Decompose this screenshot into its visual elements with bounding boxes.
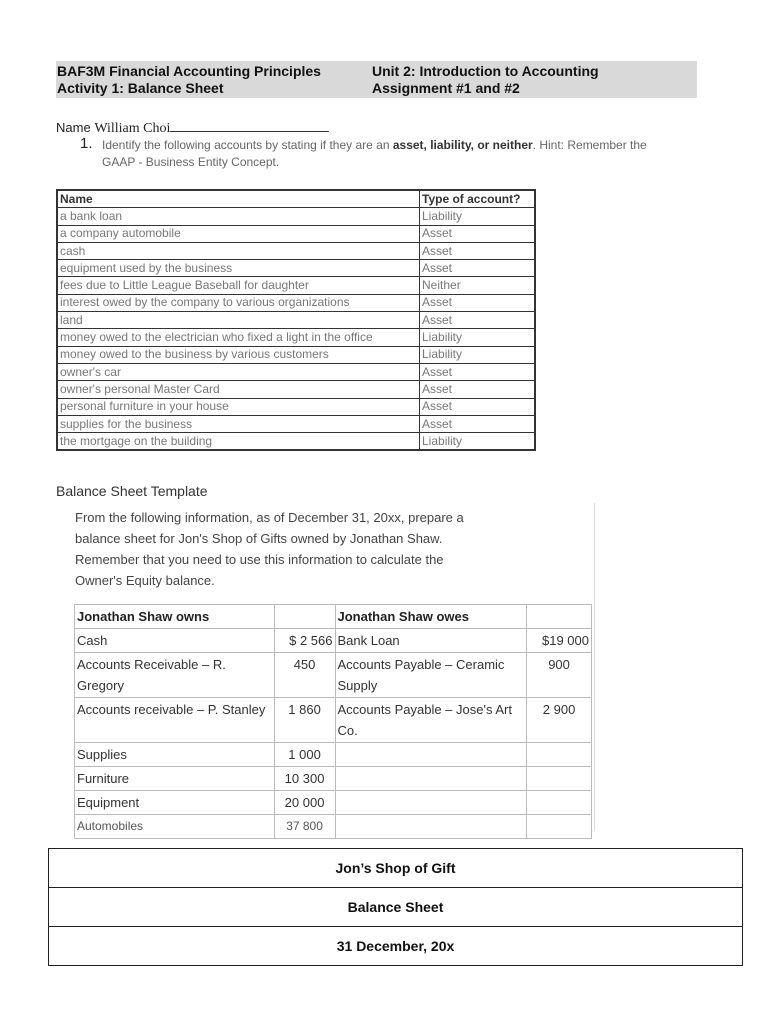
accounts-row	[57, 294, 535, 311]
company-name: Jon’s Shop of Gift	[49, 849, 743, 888]
owes-item-cell	[335, 743, 527, 767]
owes-amount-header	[527, 605, 592, 629]
owes-item-cell	[335, 767, 527, 791]
accounts-row	[57, 208, 535, 225]
account-type-cell: Asset	[420, 415, 536, 432]
accounts-row	[57, 260, 535, 277]
owns-item-cell: Equipment	[75, 791, 275, 815]
question-text-before: Identify the following accounts by stating if they are an	[102, 138, 393, 152]
accounts-header-row	[57, 190, 535, 208]
account-name-cell: a company automobile	[57, 225, 420, 242]
account-type-cell: Asset	[420, 294, 536, 311]
owns-amount-cell: 1 000	[274, 743, 335, 767]
owns-owes-row	[75, 698, 592, 743]
course-title: BAF3M Financial Accounting Principles	[57, 63, 321, 79]
name-underline	[170, 117, 329, 132]
account-type-cell: Liability	[420, 329, 536, 346]
account-name-cell: personal furniture in your house	[57, 398, 420, 415]
question-text-bold: asset, liability, or neither	[392, 138, 533, 152]
accounts-row	[57, 363, 535, 380]
owns-owes-row	[75, 629, 592, 653]
account-name-cell: cash	[57, 242, 420, 259]
balance-sheet-title: Balance Sheet	[49, 888, 743, 927]
account-name-cell: interest owed by the company to various organizations	[57, 294, 420, 311]
accounts-table	[56, 189, 536, 451]
balance-row-date	[49, 927, 743, 966]
accounts-row	[57, 312, 535, 329]
balance-sheet-header-table	[48, 848, 743, 966]
owes-item-cell: Bank Loan	[335, 629, 527, 653]
owns-item-cell: Cash	[75, 629, 275, 653]
accounts-row	[57, 398, 535, 415]
account-name-cell: money owed to the business by various customers	[57, 346, 420, 363]
owns-amount-cell: $ 2 566	[274, 629, 335, 653]
account-type-cell: Neither	[420, 277, 536, 294]
owes-amount-cell: 2 900	[527, 698, 592, 743]
account-name-cell: owner's car	[57, 363, 420, 380]
balance-row-company	[49, 849, 743, 888]
assignment-title: Assignment #1 and #2	[372, 80, 520, 96]
account-type-cell: Asset	[420, 225, 536, 242]
owns-header: Jonathan Shaw owns	[75, 605, 275, 629]
owes-amount-cell	[527, 767, 592, 791]
owns-owes-row	[75, 767, 592, 791]
info-text: From the following information, as of December 31, 20xx, prepare a balance sheet for Jon's Shop of Gifts owned by Jonathan Shaw. Remember that you need to use this information to calculate the Owner's Equity balance.	[75, 510, 464, 588]
account-type-cell: Asset	[420, 260, 536, 277]
owns-item-cell: Supplies	[75, 743, 275, 767]
balance-sheet-date: 31 December, 20x	[49, 927, 743, 966]
owns-item-cell: Furniture	[75, 767, 275, 791]
owns-owes-table	[74, 604, 592, 839]
balance-row-title	[49, 888, 743, 927]
question-number: 1.	[80, 135, 93, 152]
question-text	[102, 137, 662, 171]
account-name-cell: money owed to the electrician who fixed a light in the office	[57, 329, 420, 346]
account-name-cell: owner's personal Master Card	[57, 381, 420, 398]
accounts-row	[57, 225, 535, 242]
owns-owes-row	[75, 791, 592, 815]
accounts-row	[57, 242, 535, 259]
account-name-cell: land	[57, 312, 420, 329]
account-name-cell: equipment used by the business	[57, 260, 420, 277]
account-name-cell: supplies for the business	[57, 415, 420, 432]
student-name: William Choi	[94, 121, 171, 136]
owns-owes-header-row	[75, 605, 592, 629]
owns-owes-row	[75, 743, 592, 767]
owes-amount-cell	[527, 743, 592, 767]
activity-title: Activity 1: Balance Sheet	[57, 80, 224, 96]
accounts-row	[57, 346, 535, 363]
owns-amount-cell: 10 300	[274, 767, 335, 791]
owns-amount-cell: 1 860	[274, 698, 335, 743]
owns-amount-cell: 450	[274, 653, 335, 698]
owes-item-cell: Accounts Payable – Ceramic Supply	[335, 653, 527, 698]
account-type-cell: Asset	[420, 242, 536, 259]
accounts-row	[57, 381, 535, 398]
accounts-row	[57, 329, 535, 346]
owns-owes-row	[75, 653, 592, 698]
accounts-row	[57, 415, 535, 432]
student-name-line	[56, 117, 329, 137]
account-type-cell: Asset	[420, 381, 536, 398]
name-label: Name	[56, 120, 91, 135]
owns-item-cell: Accounts Receivable – R. Gregory	[75, 653, 275, 698]
account-name-cell: a bank loan	[57, 208, 420, 225]
unit-title: Unit 2: Introduction to Accounting	[372, 63, 599, 79]
owes-amount-cell: $19 000	[527, 629, 592, 653]
owns-item-cell: Automobiles	[75, 815, 275, 839]
account-type-cell: Asset	[420, 398, 536, 415]
owes-amount-cell	[527, 815, 592, 839]
account-type-cell: Liability	[420, 433, 536, 451]
accounts-header-type: Type of account?	[420, 190, 536, 208]
account-type-cell: Asset	[420, 363, 536, 380]
owns-amount-cell: 20 000	[274, 791, 335, 815]
account-type-cell: Asset	[420, 312, 536, 329]
owns-amount-cell: 37 800	[274, 815, 335, 839]
account-name-cell: fees due to Little League Baseball for daughter	[57, 277, 420, 294]
owns-item-cell: Accounts receivable – P. Stanley	[75, 698, 275, 743]
owes-header: Jonathan Shaw owes	[335, 605, 527, 629]
account-type-cell: Liability	[420, 346, 536, 363]
question-text-after: . Hint: Remember the GAAP - Business Entity Concept.	[102, 138, 647, 169]
accounts-row	[57, 277, 535, 294]
balance-sheet-template-title: Balance Sheet Template	[56, 483, 208, 499]
owes-item-cell	[335, 791, 527, 815]
accounts-header-name: Name	[57, 190, 420, 208]
owns-amount-header	[274, 605, 335, 629]
owns-owes-row	[75, 815, 592, 839]
owes-item-cell	[335, 815, 527, 839]
account-name-cell: the mortgage on the building	[57, 433, 420, 451]
owes-amount-cell: 900	[527, 653, 592, 698]
owes-item-cell: Accounts Payable – Jose's Art Co.	[335, 698, 527, 743]
owes-amount-cell	[527, 791, 592, 815]
accounts-row	[57, 433, 535, 451]
account-type-cell: Liability	[420, 208, 536, 225]
